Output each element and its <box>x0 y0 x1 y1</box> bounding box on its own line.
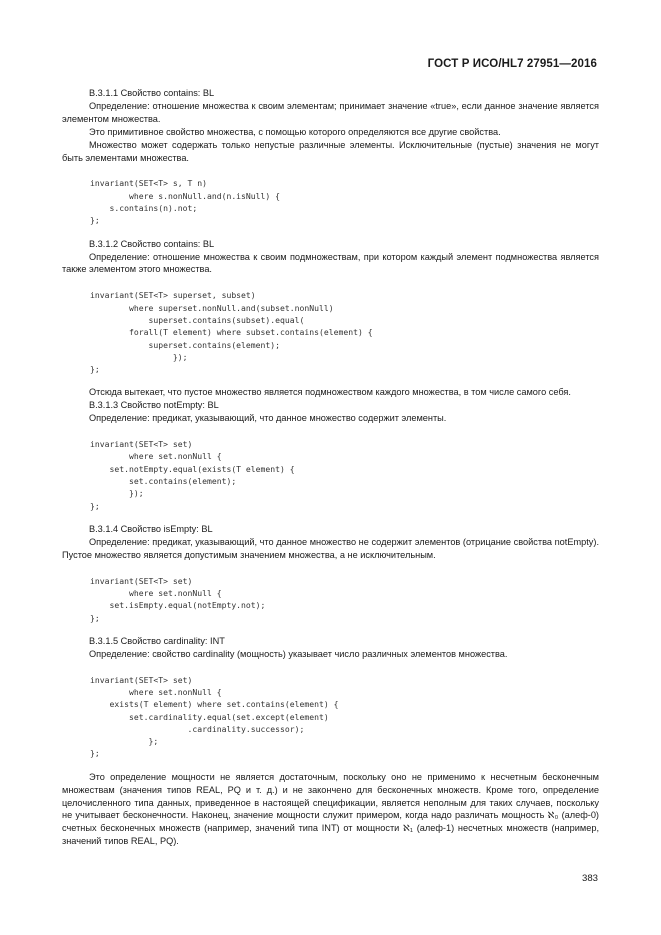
paragraph: Определение: предикат, указывающий, что данное множество не содержит элементов (отрицание свойства notEmpty). Пустое множество является допустимым значением множества, а не исключительным. <box>62 536 599 560</box>
section-title: B.3.1.5 Свойство cardinality: INT <box>89 635 225 646</box>
code-block: invariant(SET<T> superset, subset) where superset.nonNull.and(subset.nonNull) superset.contains(subset).equal( forall(T element) where subset.contains(element) { superset.contains(element); }); }; <box>90 290 373 375</box>
document-body <box>62 87 599 848</box>
code-block: invariant(SET<T> s, T n) where s.nonNull.and(n.isNull) { s.contains(n).not; }; <box>90 178 281 226</box>
paragraph: Определение: отношение множества к своим элементам; принимает значение «true», если данное значение является элементом множества. <box>62 100 599 124</box>
code-block: invariant(SET<T> set) where set.nonNull { set.notEmpty.equal(exists(T element) { set.contains(element); }); }; <box>90 439 295 511</box>
paragraph: Это примитивное свойство множества, с помощью которого определяются все другие свойства. <box>89 126 501 137</box>
code-block: invariant(SET<T> set) where set.nonNull { exists(T element) where set.contains(element) { set.cardinality.equal(set.except(element) .cardinality.successor); }; }; <box>90 674 339 759</box>
section-title: B.3.1.3 Свойство notEmpty: BL <box>89 400 219 411</box>
paragraph: Определение: свойство cardinality (мощность) указывает число различных элементов множества. <box>89 648 508 659</box>
section-title: B.3.1.4 Свойство isEmpty: BL <box>89 523 213 534</box>
closing-paragraph: Это определение мощности не является достаточным, поскольку оно не применимо к несчетным бесконечным множествам (значения типов REAL, PQ и т. д.) и не закончено для бесконечных множеств. Кроме того, определение целочисленного типа данных, приведенное в настоящей спецификации, является неполным для таких случаев, поскольку не учитывает бесконечности. Наконец, значение мощности служит примером, когда надо различать мощность ℵ₀ (алеф-0) счетных бесконечных множеств (например, значений типа INT) от мощности ℵ₁ (алеф-1) несчетных множеств (например, значений типов REAL, PQ). <box>62 771 599 847</box>
section-title: B.3.1.2 Свойство contains: BL <box>89 238 215 249</box>
code-block: invariant(SET<T> set) where set.nonNull { set.isEmpty.equal(notEmpty.not); }; <box>90 575 266 623</box>
paragraph: Множество может содержать только непустые различные элементы. Исключительные (пустые) значения не могут быть элементами множества. <box>62 139 599 163</box>
paragraph: Определение: предикат, указывающий, что данное множество содержит элементы. <box>89 413 447 424</box>
page-number: 383 <box>581 873 598 884</box>
paragraph: Отсюда вытекает, что пустое множество является подмножеством каждого множества, в том числе самого себя. <box>89 387 571 398</box>
standard-code-header: ГОСТ Р ИСО/HL7 27951—2016 <box>427 58 597 70</box>
section-title: B.3.1.1 Свойство contains: BL <box>89 88 215 98</box>
paragraph: Определение: отношение множества к своим подмножествам, при котором каждый элемент подмножества является также элементом этого множества. <box>62 251 599 275</box>
